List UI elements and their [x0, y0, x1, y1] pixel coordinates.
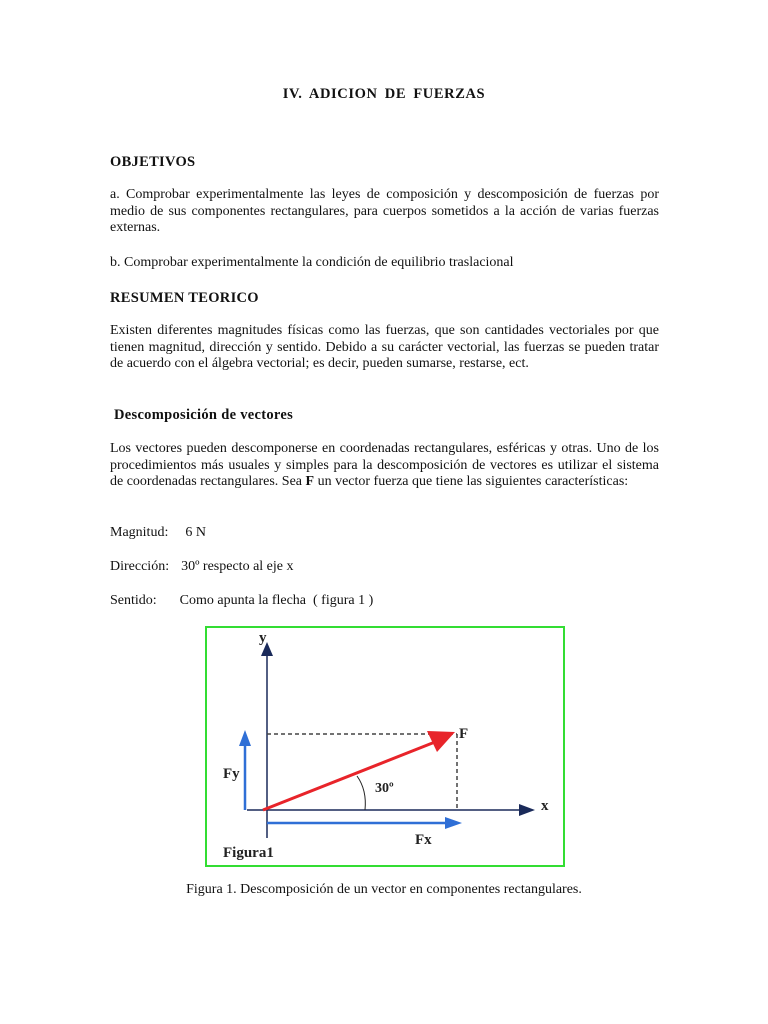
section-heading-descomposicion: Descomposición de vectores [114, 407, 294, 423]
force-vector-f [263, 742, 435, 810]
magnitud-label: Magnitud: [110, 525, 169, 540]
objective-b: b. Comprobar experimentalmente la condición de equilibrio traslacional [110, 255, 514, 270]
label-y: y [259, 630, 267, 646]
fy-arrowhead [239, 730, 251, 746]
label-f: F [459, 726, 469, 742]
descomposicion-text-before: Los vectores pueden descomponerse en coordenadas rectangulares, esféricas y otras. Uno de los procedimientos más usuales y simples para la descomposición de vectores es utilizar el sistema de coordenadas rectangulares. Sea [110, 441, 659, 489]
angle-arc [357, 776, 365, 810]
objective-a: a. Comprobar experimentalmente las leyes de composición y descomposición de fuerzas por medio de sus componentes rectangulares, para cuerpos sometidos a la acción de varias fuerzas externas. [110, 187, 659, 235]
section-heading-objetivos: OBJETIVOS [110, 154, 196, 170]
fx-arrowhead [445, 817, 462, 829]
label-figure: Figura1 [223, 845, 274, 861]
magnitud-line [110, 525, 206, 542]
descomposicion-paragraph [110, 441, 659, 491]
direccion-line [110, 559, 294, 576]
direccion-label: Dirección: [110, 559, 170, 574]
vector-symbol: F [305, 474, 315, 489]
force-vector-arrowhead [427, 731, 455, 752]
section-heading-resumen: RESUMEN TEORICO [110, 290, 259, 306]
page-title: IV. ADICION DE FUERZAS [282, 86, 486, 102]
label-x: x [541, 798, 549, 814]
magnitud-value: 6 N [185, 525, 206, 540]
label-angle: 30º [375, 781, 394, 796]
vector-decomposition-diagram [207, 628, 563, 865]
resumen-paragraph: Existen diferentes magnitudes físicas como las fuerzas, que son cantidades vectoriales por que tienen magnitud, dirección y sentido. Debido a su carácter vectorial, las fuerzas se pueden tratar de acuerdo con el álgebra vectorial; es decir, pueden sumarse, restarse, ect. [110, 323, 659, 371]
x-axis-arrowhead [519, 804, 535, 816]
sentido-label: Sentido: [110, 593, 157, 608]
sentido-value: Como apunta la flecha ( figura 1 ) [179, 593, 374, 608]
label-fx: Fx [415, 832, 432, 848]
descomposicion-text-after: un vector fuerza que tiene las siguientes características: [317, 474, 629, 489]
sentido-line [110, 593, 373, 610]
direccion-value: 30º respecto al eje x [181, 559, 294, 574]
label-fy: Fy [223, 766, 240, 782]
figure-caption: Figura 1. Descomposición de un vector en componentes rectangulares. [186, 882, 582, 897]
figure-1-frame [205, 626, 565, 867]
